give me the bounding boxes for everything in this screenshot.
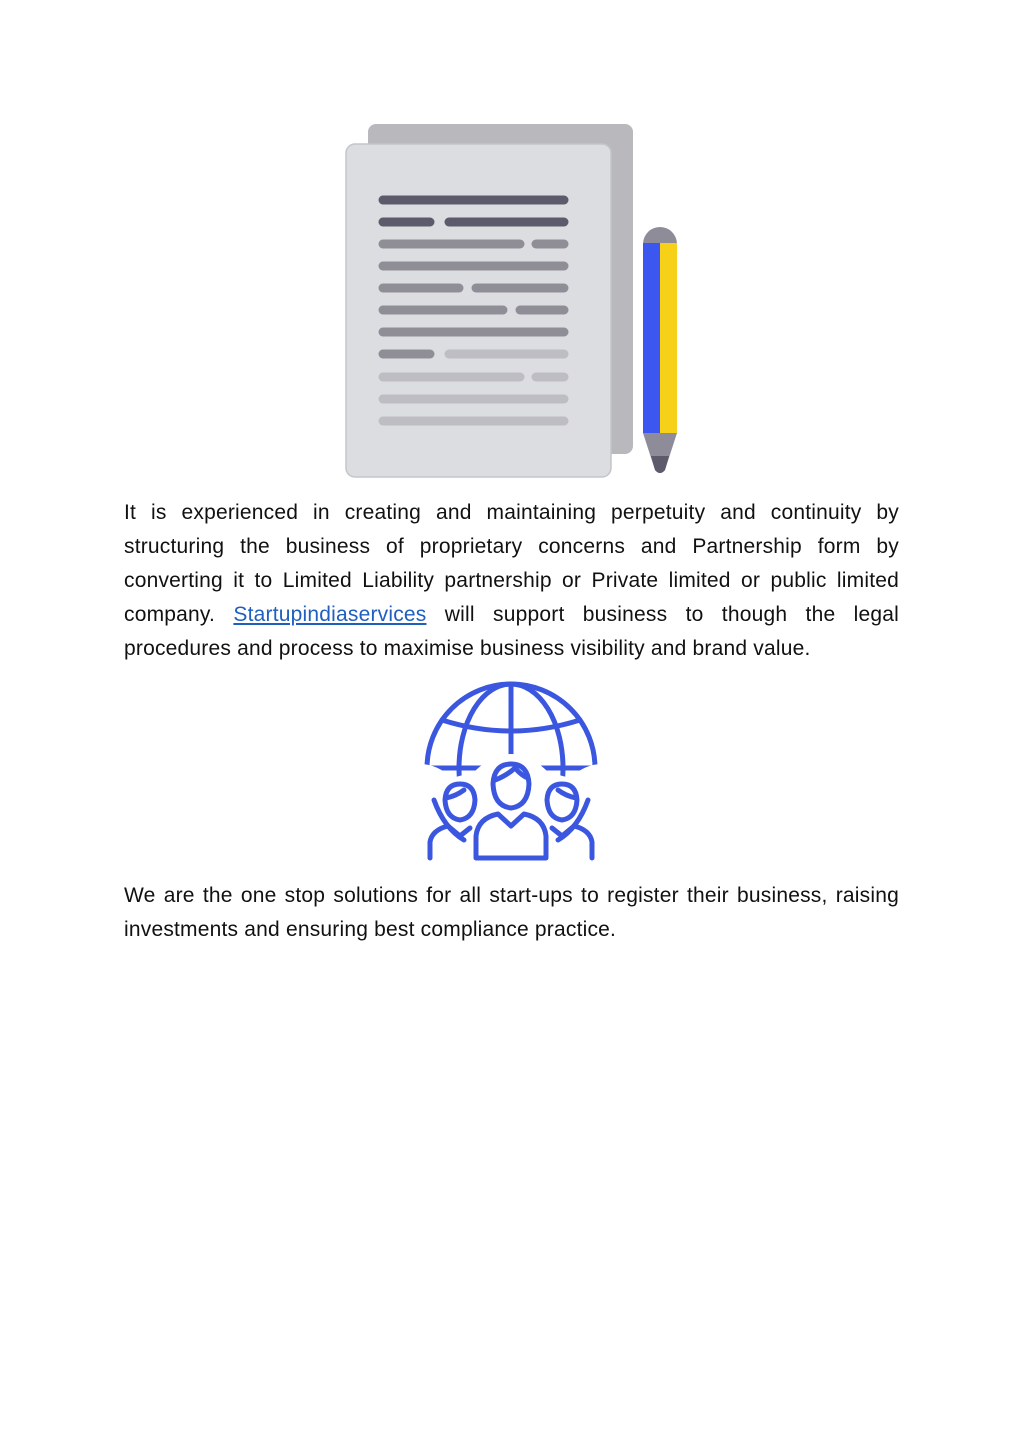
person-center-icon (476, 764, 546, 858)
global-team-icon (420, 680, 602, 864)
document-with-pencil-icon (340, 120, 685, 482)
body-paragraph-closing: We are the one stop solutions for all start-ups to register their business, raising investments and ensuring best compliance practice. (124, 884, 899, 941)
pencil-icon (643, 227, 677, 473)
paragraph-text: It is experienced in creating and maintaining perpetuity and continuity by structuring the business of proprietary concerns and Partnership form by converting it to Limited Liability partnership or Private limited or public limited company. (124, 501, 899, 626)
person-right-icon (547, 784, 592, 858)
body-paragraph (124, 496, 899, 666)
paragraph-text: will support business to though the legal procedures and process to maximise business visibility and brand value. (124, 603, 899, 660)
person-left-icon (430, 784, 475, 858)
startupindiaservices-link[interactable]: Startupindiaservices (233, 603, 427, 626)
